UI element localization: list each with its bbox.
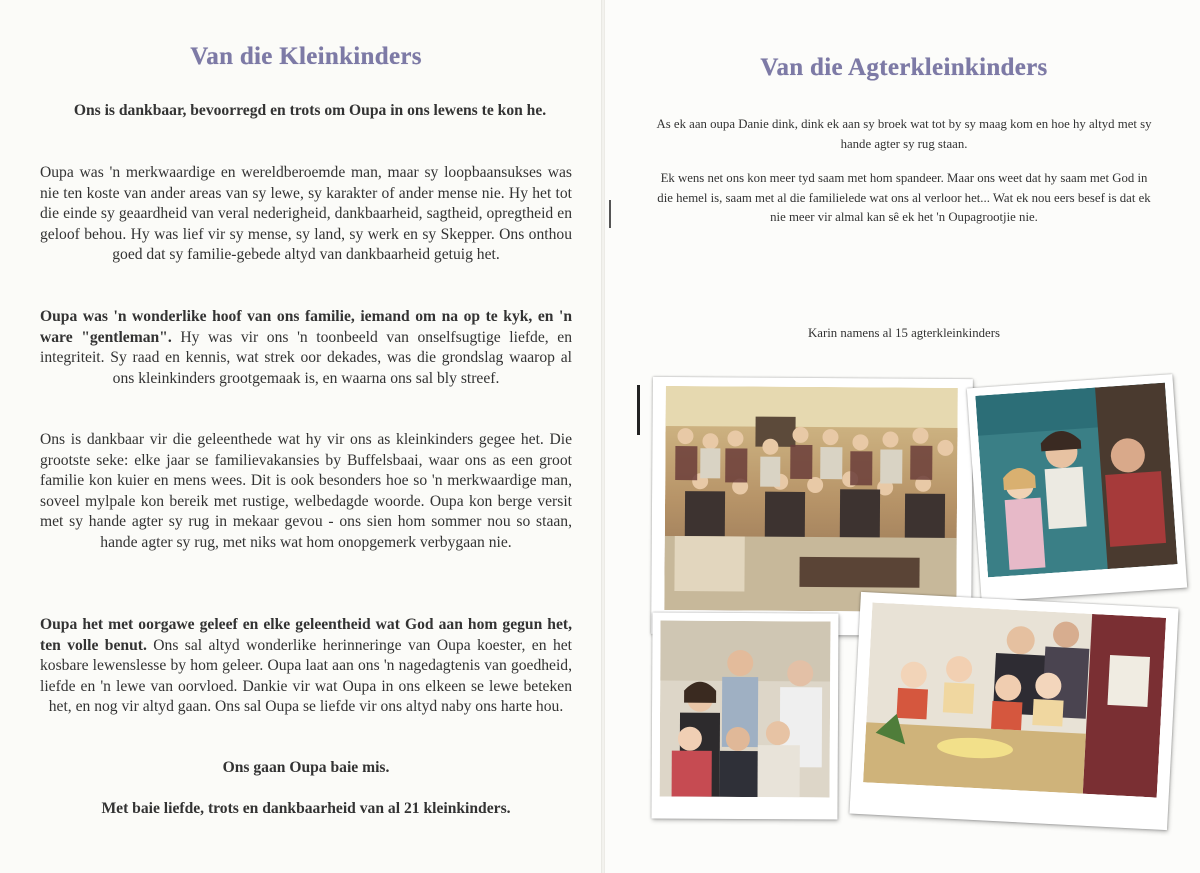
paragraph-4-text: Ons sal altyd wonderlike herinneringe van Oupa koester, en het kosbare lewenslesse by hom geleer. Oupa laat aan ons 'n nagedagtenis van goedheid, liefde en 'n lewe van oorvloed. Dankie vir wat Oupa in ons elkeen se lewe beteken het, en nog vir altyd gaan. Ons sal Oupa se liefde vir ons altyd naby ons harte hou.: [40, 636, 572, 715]
right-paragraph-1: As ek aan oupa Danie dink, dink ek aan sy broek wat tot by sy maag kom en hoe hy altyd met sy hande agter sy rug staan.: [656, 117, 1152, 151]
four-adults-photo: [651, 613, 838, 820]
children-at-table-photo: [849, 592, 1178, 830]
signature-line: Karin namens al 15 agterkleinkinders: [808, 326, 1000, 340]
right-paragraph-2: Ek wens net ons kon meer tyd saam met hom spandeer. Maar ons weet dat hy saam met God in die hemel is, saam met al die familielede wat ons al verloor het... Wat ek nou eers besef is dat ek nie meer vir almal kan sê ek het 'n Oupagrootjie nie.: [657, 171, 1151, 224]
miss-line: Ons gaan Oupa baie mis.: [222, 759, 390, 776]
family-group-image: [664, 386, 958, 612]
page-fold: [601, 0, 605, 873]
right-page-title: Van die Agterkleinkinders: [760, 54, 1048, 81]
children-at-table-drawing: [863, 602, 1166, 797]
intro-paragraph: Ons is dankbaar, bevoorregd en trots om Oupa in ons lewens te kon he.: [73, 102, 547, 119]
left-page-title: Van die Kleinkinders: [190, 43, 422, 70]
four-adults-drawing: [660, 621, 831, 798]
girl-with-grandparents-photo: [967, 374, 1187, 602]
paragraph-4-bold: Oupa het met oorgawe geleef en elke geleentheid wat God aan hom gegun het, ten volle benut.: [40, 616, 572, 654]
signoff-line: Met baie liefde, trots en dankbaarheid van al 21 kleinkinders.: [101, 800, 511, 817]
paragraph-4: [40, 615, 572, 718]
girl-with-grandparents-image: [975, 383, 1177, 578]
girl-with-grandparents-drawing: [975, 383, 1177, 578]
paragraph-1: Oupa was 'n merkwaardige en wereldberoemde man, maar sy loopbaansukses was nie ten koste van ander areas van sy lewe, sy karakter of ander mense nie. Hy het tot die einde sy geaardheid van veral nederigheid, dankbaarheid, sagtheid, opregtheid en geloof behou. Hy was lief vir sy mense, sy land, sy werk en sy Skepper. Ons onthou goed dat sy familie-gebede altyd van dankbaarheid getuig het.: [40, 164, 572, 263]
family-group-drawing: [664, 386, 958, 612]
paragraph-2-text: Hy was vir ons 'n toonbeeld van onselfsugtige liefde, en integriteit. Sy raad en kennis, wat strek oor dekades, was die grondslag waarop al ons kleinkinders grootgemaak is, en waarna ons sal bly streef.: [40, 328, 572, 387]
paragraph-2-bold: Oupa was 'n wonderlike hoof van ons familie, iemand om na op te kyk, en 'n ware "gentleman".: [40, 308, 572, 346]
paragraph-2: [40, 307, 572, 389]
four-adults-image: [660, 621, 831, 798]
children-at-table-image: [863, 602, 1166, 797]
paragraph-3: Ons is dankbaar vir die geleenthede wat hy vir ons as kleinkinders gegee het. Die grootste seke: elke jaar se familievakansies by Buffelsbaai, waar ons as een groot familie kon kuier en mens wees. Dit is ook besonders hoe so 'n merkwaardige man, soveel mylpale kon bereik met rustige, welbedagde woorde. Oupa kon berge versit met sy hande agter sy rug in mekaar gevou - ons sien hom sommer nou so staan, hande agter sy rug, met niks wat hom onopgemerk verbygaan nie.: [40, 431, 572, 551]
fold-mark: [637, 385, 640, 435]
fold-mark: [609, 200, 611, 228]
